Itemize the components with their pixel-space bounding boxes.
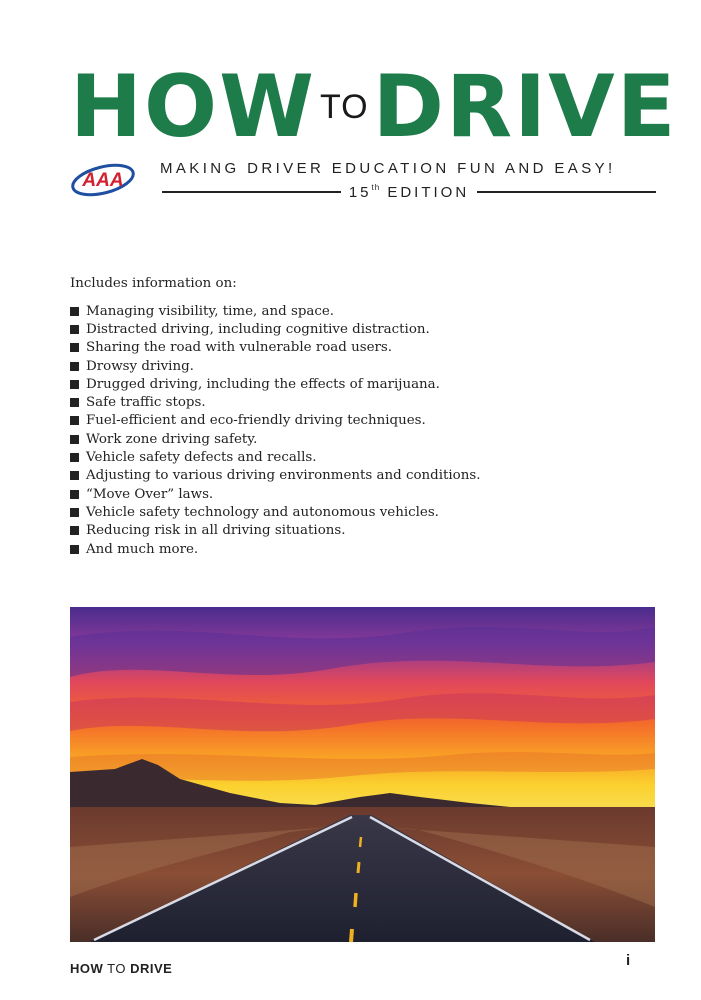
edition-rule-left xyxy=(162,191,341,193)
edition-number: 15 xyxy=(348,184,372,201)
list-item: Sharing the road with vulnerable road users. xyxy=(70,339,481,357)
square-bullet-icon xyxy=(70,508,79,517)
square-bullet-icon xyxy=(70,416,79,425)
title-word-how: HOW xyxy=(70,57,316,157)
list-item: Reducing risk in all driving situations. xyxy=(70,522,481,540)
list-item: Fuel-efficient and eco-friendly driving techniques. xyxy=(70,412,481,430)
topic-list xyxy=(70,302,481,558)
sunset-road-photo xyxy=(70,607,655,942)
list-item: And much more. xyxy=(70,540,481,558)
intro-text: Includes information on: xyxy=(70,276,237,291)
footer-word-how: HOW xyxy=(70,961,104,976)
list-item: Distracted driving, including cognitive distraction. xyxy=(70,320,481,338)
aaa-logo-text: AAA xyxy=(82,170,124,191)
list-item: Managing visibility, time, and space. xyxy=(70,302,481,320)
list-item: Work zone driving safety. xyxy=(70,430,481,448)
book-title xyxy=(70,57,678,157)
footer-brand xyxy=(70,961,172,976)
list-item: Drugged driving, including the effects of marijuana. xyxy=(70,375,481,393)
square-bullet-icon xyxy=(70,471,79,480)
square-bullet-icon xyxy=(70,343,79,352)
tagline: MAKING DRIVER EDUCATION FUN AND EASY! xyxy=(160,160,616,177)
footer-word-to: TO xyxy=(107,961,126,976)
list-item: Vehicle safety defects and recalls. xyxy=(70,448,481,466)
edition-word: EDITION xyxy=(387,184,470,201)
list-item: Adjusting to various driving environments and conditions. xyxy=(70,467,481,485)
edition-suffix: th xyxy=(371,183,381,192)
square-bullet-icon xyxy=(70,435,79,444)
square-bullet-icon xyxy=(70,362,79,371)
edition-rule-right xyxy=(477,191,656,193)
page-number: i xyxy=(626,952,631,969)
square-bullet-icon xyxy=(70,490,79,499)
square-bullet-icon xyxy=(70,453,79,462)
footer-word-drive: DRIVE xyxy=(130,961,173,976)
square-bullet-icon xyxy=(70,398,79,407)
list-item: Safe traffic stops. xyxy=(70,393,481,411)
list-item: “Move Over” laws. xyxy=(70,485,481,503)
square-bullet-icon xyxy=(70,380,79,389)
square-bullet-icon xyxy=(70,526,79,535)
aaa-logo xyxy=(69,158,137,202)
square-bullet-icon xyxy=(70,325,79,334)
edition-label xyxy=(341,183,477,201)
square-bullet-icon xyxy=(70,545,79,554)
title-word-to: TO xyxy=(319,88,369,126)
title-word-drive: DRIVE xyxy=(372,57,678,157)
list-item: Vehicle safety technology and autonomous vehicles. xyxy=(70,503,481,521)
edition-line xyxy=(162,182,656,202)
square-bullet-icon xyxy=(70,307,79,316)
list-item: Drowsy driving. xyxy=(70,357,481,375)
